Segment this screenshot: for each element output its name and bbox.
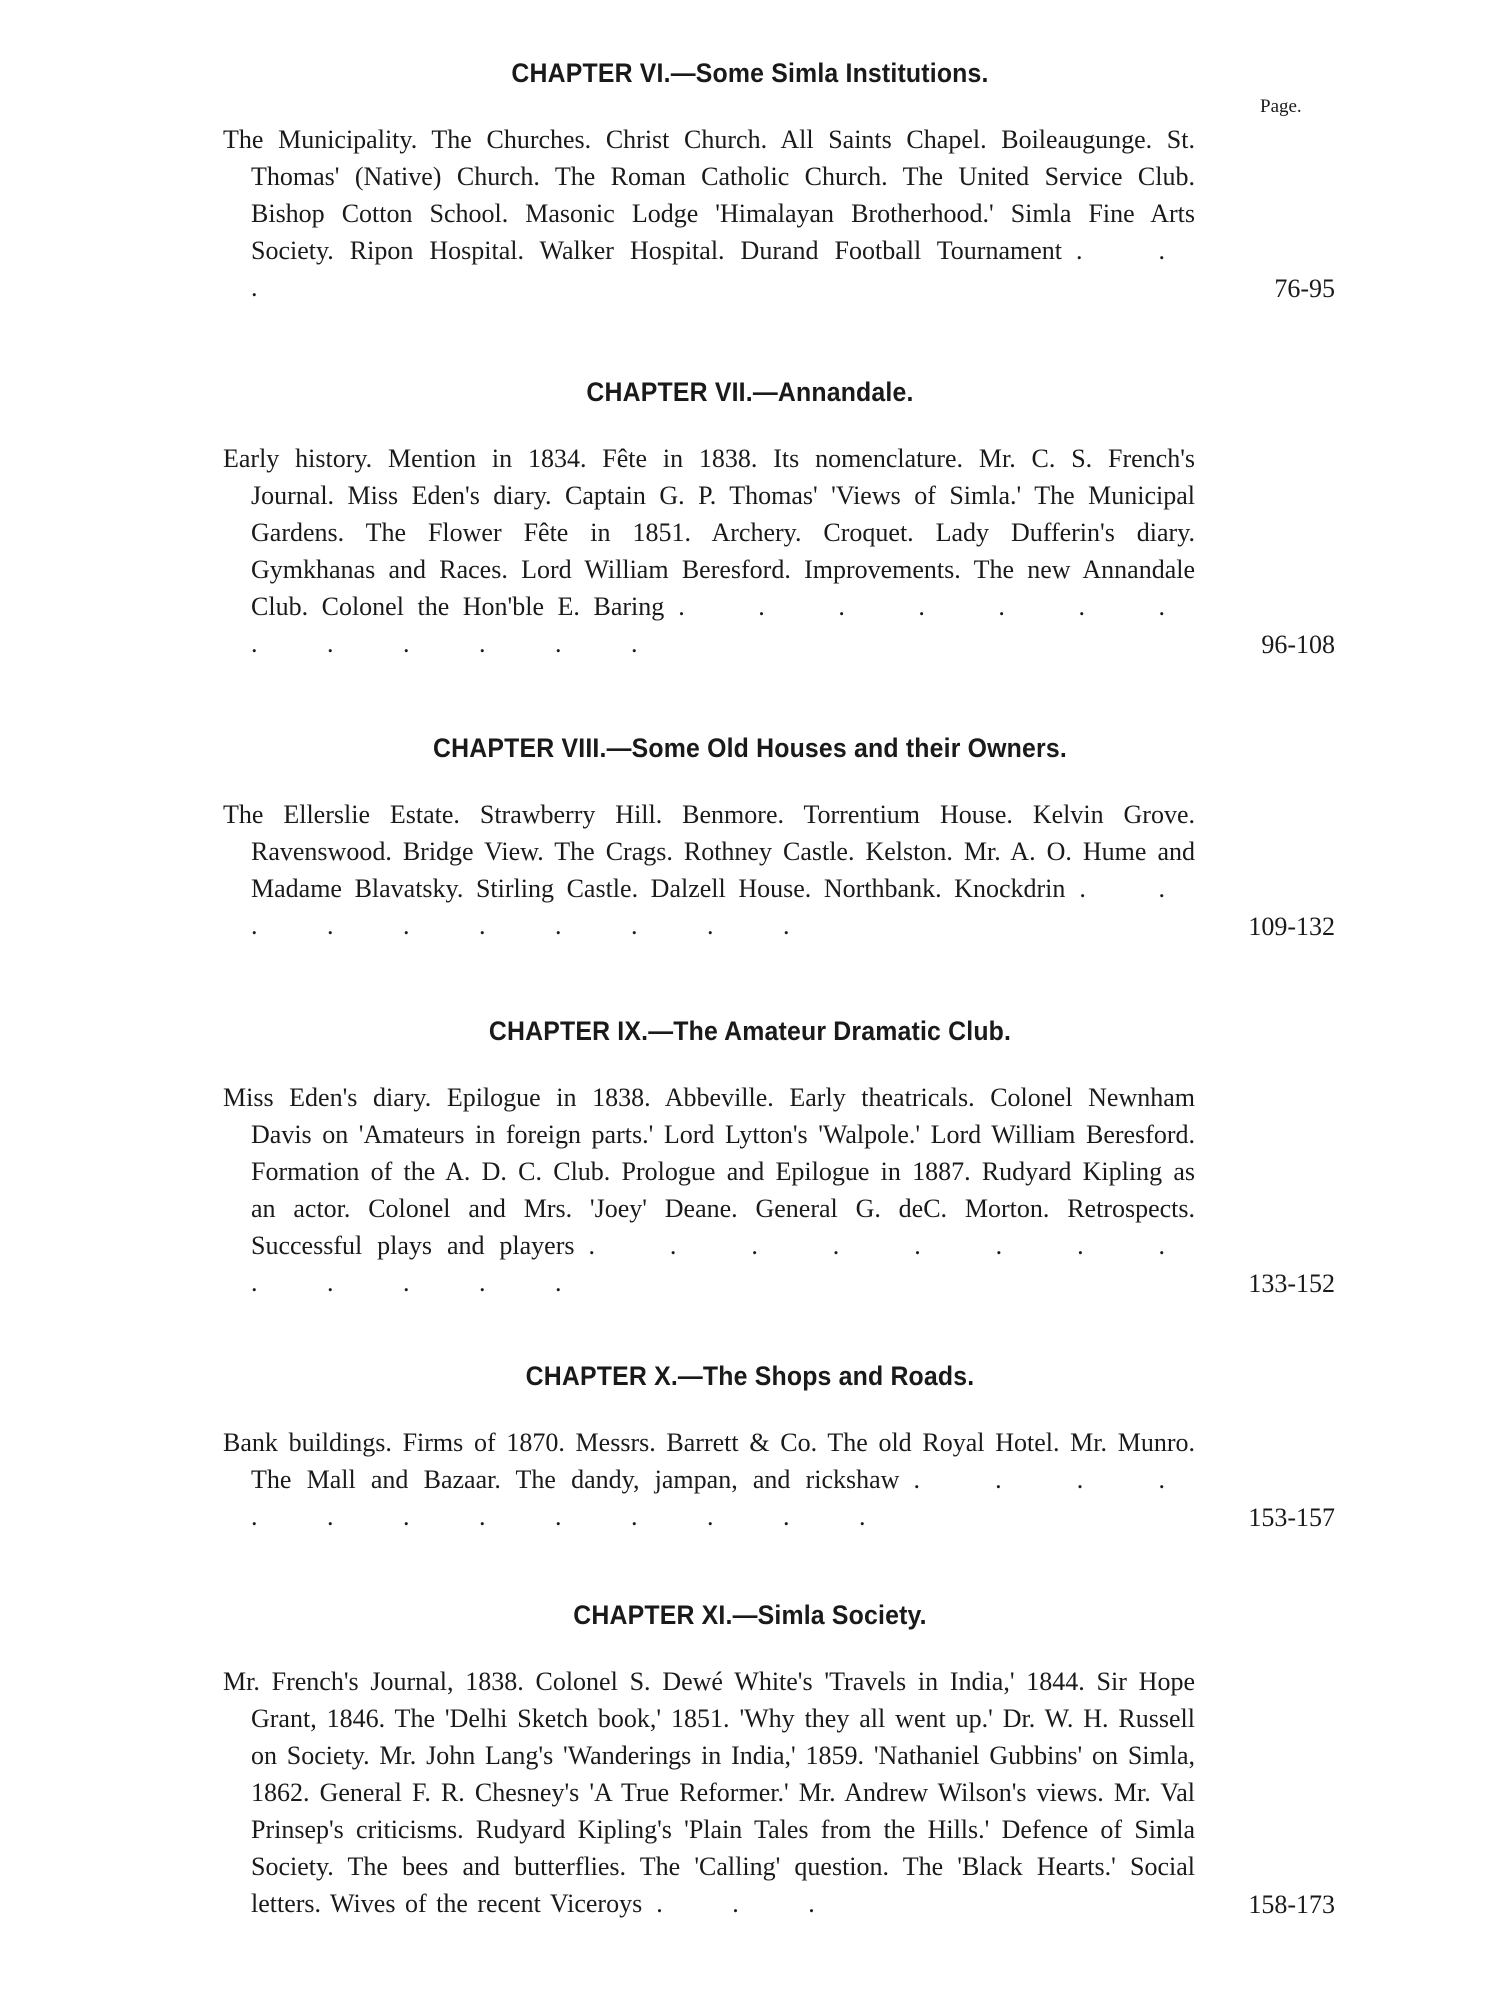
chapter-heading: CHAPTER VII.—Annandale. — [586, 377, 914, 407]
page-column-label: Page. — [1260, 96, 1302, 117]
chapter-viii — [0, 733, 1500, 944]
chapter-xi — [0, 1600, 1500, 1922]
chapter-x — [0, 1361, 1500, 1535]
chapter-entry — [223, 1424, 1335, 1535]
page-range: 133-152 — [1248, 1269, 1335, 1298]
chapter-summary — [223, 796, 1195, 944]
chapter-entry — [223, 796, 1335, 944]
summary-text: Bank buildings. Firms of 1870. Messrs. Barrett & Co. The old Royal Hotel. Mr. Munro. The Mall and Bazaar. The dandy, jampan, and rickshaw — [223, 1428, 1195, 1494]
page-range: 96-108 — [1261, 630, 1335, 659]
dot-leader: . . . . . . . . . . — [251, 874, 1195, 940]
summary-text: Mr. French's Journal, 1838. Colonel S. Dewé White's 'Travels in India,' 1844. Sir Hope Grant, 1846. The 'Delhi Sketch book,' 1851. 'Why they all went up.' Dr. W. H. Russell on Society. Mr. John Lang's 'Wanderings in India,' 1859. 'Nathaniel Gubbins' on Simla, 1862. General F. R. Chesney's 'A True Reformer.' Mr. Andrew Wilson's views. Mr. Val Prinsep's criticisms. Rudyard Kipling's 'Plain Tales from the Hills.' Defence of Simla Society. The bees and butterflies. The 'Calling' question. The 'Black Hearts.' Social letters. Wives of the recent Viceroys — [223, 1667, 1195, 1918]
page-range: 76-95 — [1274, 274, 1335, 303]
chapter-entry — [223, 440, 1335, 662]
chapter-heading: CHAPTER X.—The Shops and Roads. — [525, 1361, 975, 1391]
chapter-summary — [223, 1079, 1195, 1301]
dot-leader: . . . . . . . . . . . . . — [251, 1465, 1195, 1531]
chapter-ix — [0, 1016, 1500, 1301]
page-range: 158-173 — [1248, 1890, 1335, 1919]
chapter-heading: CHAPTER XI.—Simla Society. — [573, 1600, 927, 1630]
chapter-heading: CHAPTER IX.—The Amateur Dramatic Club. — [488, 1016, 1012, 1046]
chapter-entry — [223, 121, 1335, 306]
chapter-summary — [223, 121, 1195, 306]
dot-leader: . . . — [251, 236, 1196, 302]
page-range: 109-132 — [1248, 912, 1335, 941]
chapter-summary — [223, 1424, 1195, 1535]
chapter-summary — [223, 1663, 1195, 1922]
chapter-entry — [223, 1079, 1335, 1301]
dot-leader: . . . . . . . . . . . . . — [251, 592, 1196, 658]
chapter-summary — [223, 440, 1195, 662]
chapter-entry — [223, 1663, 1335, 1922]
summary-text: The Municipality. The Churches. Christ Church. All Saints Chapel. Boileaugunge. St. Thomas' (Native) Church. The Roman Catholic Church. The United Service Club. Bishop Cotton School. Masonic Lodge 'Himalayan Brotherhood.' Simla Fine Arts Society. Ripon Hospital. Walker Hospital. Durand Football Tournament — [223, 125, 1195, 265]
chapter-vi — [0, 58, 1500, 306]
page-range: 153-157 — [1248, 1503, 1335, 1532]
summary-text: The Ellerslie Estate. Strawberry Hill. Benmore. Torrentium House. Kelvin Grove. Ravenswood. Bridge View. The Crags. Rothney Castle. Kelston. Mr. A. O. Hume and Madame Blavatsky. Stirling Castle. Dalzell House. Northbank. Knockdrin — [223, 800, 1195, 903]
summary-text: Miss Eden's diary. Epilogue in 1838. Abbeville. Early theatricals. Colonel Newnham Davis on 'Amateurs in foreign parts.' Lord Lytton's 'Walpole.' Lord William Beresford. Formation of the A. D. C. Club. Prologue and Epilogue in 1887. Rudyard Kipling as an actor. Colonel and Mrs. 'Joey' Deane. General G. deC. Morton. Retrospects. Successful plays and players — [223, 1083, 1195, 1260]
dot-leader: . . . . . . . . . . . . . — [251, 1231, 1196, 1297]
chapter-vii — [0, 377, 1500, 662]
chapter-heading: CHAPTER VI.—Some Simla Institutions. — [511, 58, 989, 88]
chapter-heading: CHAPTER VIII.—Some Old Houses and their Owners. — [433, 733, 1067, 763]
dot-leader: . . . — [656, 1889, 845, 1918]
summary-text: Early history. Mention in 1834. Fête in 1838. Its nomenclature. Mr. C. S. French's Journal. Miss Eden's diary. Captain G. P. Thomas' 'Views of Simla.' The Municipal Gardens. The Flower Fête in 1851. Archery. Croquet. Lady Dufferin's diary. Gymkhanas and Races. Lord William Beresford. Improvements. The new Annandale Club. Colonel the Hon'ble E. Baring — [223, 444, 1195, 621]
